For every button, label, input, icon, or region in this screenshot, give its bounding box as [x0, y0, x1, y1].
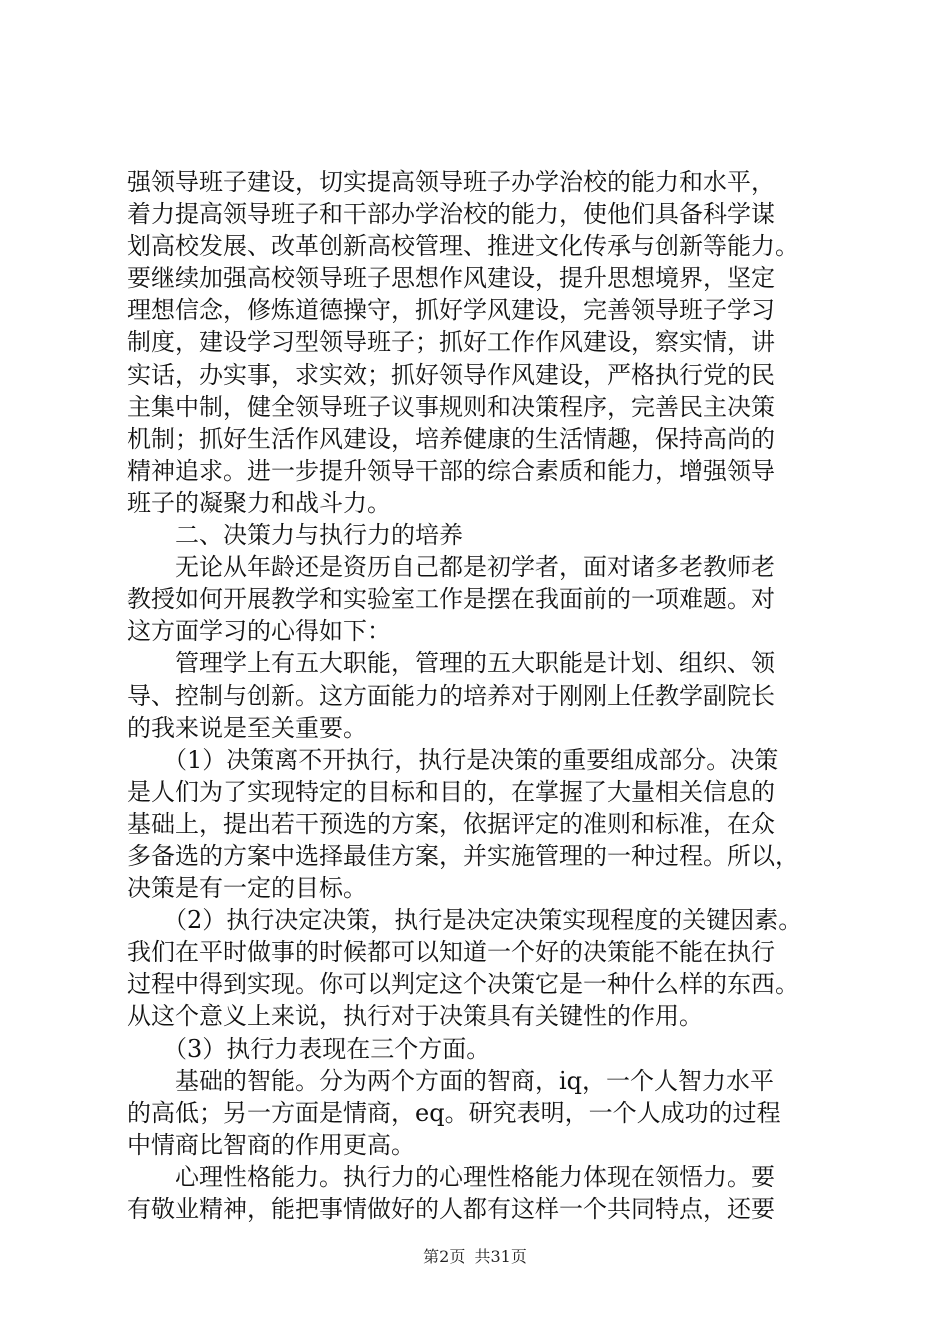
- text-line: 精神追求。进一步提升领导干部的综合素质和能力，增强领导: [127, 456, 775, 485]
- text-line: 实话，办实事，求实效；抓好领导作风建设，严格执行党的民: [127, 360, 775, 389]
- text-line: 制度，建设学习型领导班子；抓好工作作风建设，察实情，讲: [127, 328, 775, 357]
- text-line: 理想信念，修炼道德操守，抓好学风建设，完善领导班子学习: [127, 296, 775, 325]
- text-line: 我们在平时做事的时候都可以知道一个好的决策能不能在执行: [127, 938, 775, 967]
- text-line: 中情商比智商的作用更高。: [127, 1130, 415, 1159]
- text-line: 导、控制与创新。这方面能力的培养对于刚刚上任教学副院长: [127, 681, 775, 710]
- text-line: 管理学上有五大职能，管理的五大职能是计划、组织、领: [127, 649, 775, 678]
- text-line: 决策是有一定的目标。: [127, 874, 367, 903]
- text-line: 有敬业精神，能把事情做好的人都有这样一个共同特点，还要: [127, 1195, 775, 1223]
- text-line: 从这个意义上来说，执行对于决策具有关键性的作用。: [127, 1002, 703, 1031]
- text-line: 的高低；另一方面是情商，eq。研究表明，一个人成功的过程: [127, 1098, 781, 1127]
- text-line: 基础上，提出若干预选的方案，依据评定的准则和标准，在众: [127, 809, 775, 838]
- text-line: 机制；抓好生活作风建设，培养健康的生活情趣，保持高尚的: [127, 424, 775, 453]
- text-line: 强领导班子建设，切实提高领导班子办学治校的能力和水平，: [127, 168, 775, 196]
- text-line: 二、决策力与执行力的培养: [127, 521, 463, 550]
- text-line: 这方面学习的心得如下：: [127, 617, 391, 646]
- text-line: （2）执行决定决策，执行是决定决策实现程度的关键因素。: [127, 906, 803, 935]
- text-line: 主集中制，健全领导班子议事规则和决策程序，完善民主决策: [127, 392, 775, 421]
- text-line: 划高校发展、改革创新高校管理、推进文化传承与创新等能力。: [127, 232, 799, 261]
- page-number: 第2页: [423, 1247, 466, 1266]
- body-text: [127, 166, 827, 1225]
- page-footer: [0, 1244, 950, 1267]
- text-line: 着力提高领导班子和干部办学治校的能力，使他们具备科学谋: [127, 200, 775, 229]
- text-line: 要继续加强高校领导班子思想作风建设，提升思想境界，坚定: [127, 264, 775, 293]
- text-line: 过程中得到实现。你可以判定这个决策它是一种什么样的东西。: [127, 970, 799, 999]
- text-line: 是人们为了实现特定的目标和目的，在掌握了大量相关信息的: [127, 777, 775, 806]
- text-line: 无论从年龄还是资历自己都是初学者，面对诸多老教师老: [127, 553, 775, 582]
- text-line: 的我来说是至关重要。: [127, 713, 367, 742]
- page-total: 共31页: [474, 1247, 527, 1266]
- text-line: 基础的智能。分为两个方面的智商，iq，一个人智力水平: [127, 1066, 775, 1095]
- text-line: 班子的凝聚力和战斗力。: [127, 488, 391, 517]
- text-line: 多备选的方案中选择最佳方案，并实施管理的一种过程。所以，: [127, 841, 799, 870]
- text-line: （3）执行力表现在三个方面。: [127, 1034, 491, 1063]
- text-line: 教授如何开展教学和实验室工作是摆在我面前的一项难题。对: [127, 585, 775, 614]
- text-line: 心理性格能力。执行力的心理性格能力体现在领悟力。要: [127, 1162, 775, 1191]
- text-line: （1）决策离不开执行，执行是决策的重要组成部分。决策: [127, 745, 779, 774]
